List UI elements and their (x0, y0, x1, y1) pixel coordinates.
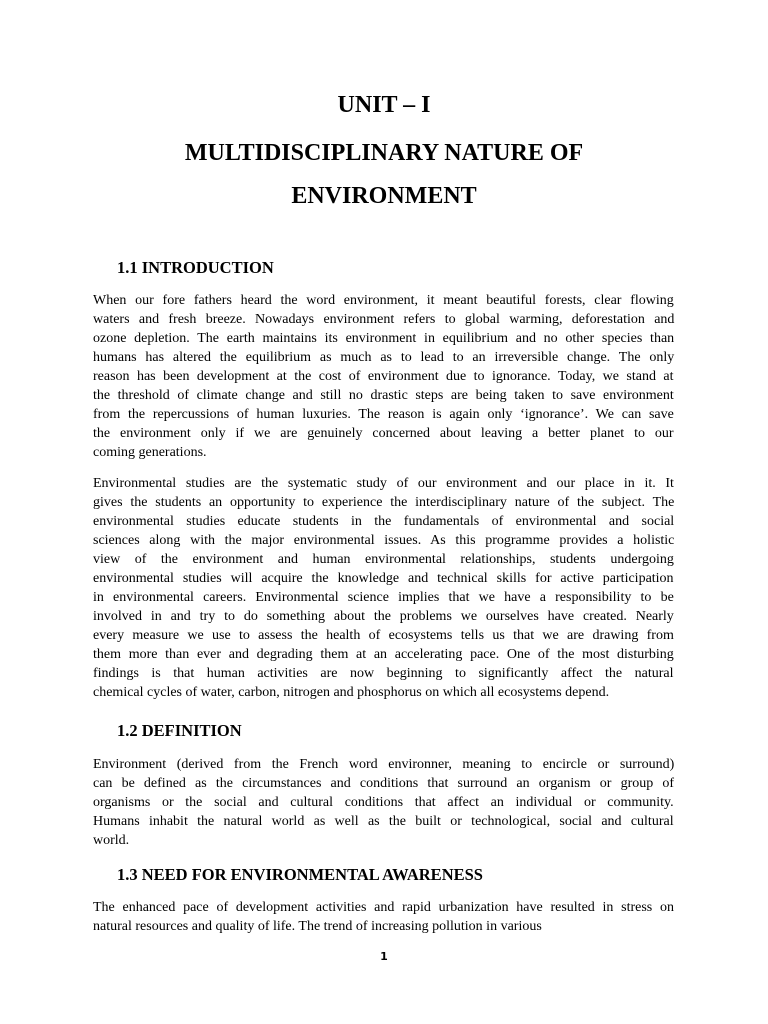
text-line: environmental studies educate students in the fundamentals of environmental and social (93, 514, 675, 529)
text-line: involved in and try to do something about the problems we ourselves have created. Nearly (93, 609, 674, 624)
text-line: humans has altered the equilibrium as much as to lead to an irreversible change. The only (93, 350, 675, 365)
text-line: coming generations. (93, 445, 207, 460)
text-line: gives the students an opportunity to experience the interdisciplinary nature of the subject. The (93, 495, 675, 510)
text-line: view of the environment and human environmental relationships, students undergoing (93, 552, 674, 567)
text-line: sciences along with the major environmental issues. As this programme provides a holistic (93, 533, 675, 548)
text-line: in environmental careers. Environmental science implies that we have a responsibility to be (93, 590, 674, 605)
introduction-paragraph-1 (93, 291, 674, 462)
definition-paragraph (93, 755, 674, 850)
text-line: from the repercussions of human luxuries. The reason is again only ‘ignorance’. We can save (93, 407, 674, 422)
section-heading-awareness: 1.3 NEED FOR ENVIRONMENTAL AWARENESS (117, 865, 483, 884)
text-line: the environment only if we are genuinely concerned about leaving a better planet to our (93, 426, 674, 441)
section-heading-definition: 1.2 DEFINITION (117, 721, 242, 740)
introduction-paragraph-2 (93, 474, 674, 702)
text-line: the threshold of climate change and still no drastic steps are being taken to save environment (93, 388, 674, 403)
text-line: world. (93, 833, 130, 848)
text-line: natural resources and quality of life. The trend of increasing pollution in various (93, 919, 542, 934)
text-line: When our fore fathers heard the word environment, it meant beautiful forests, clear flowing (93, 293, 674, 308)
page-number: 1 (380, 950, 388, 963)
chapter-title-line-2: ENVIRONMENT (291, 183, 477, 209)
unit-title: UNIT – I (337, 92, 431, 118)
section-heading-introduction: 1.1 INTRODUCTION (117, 258, 274, 277)
text-line: waters and fresh breeze. Nowadays environment refers to global warming, deforestation and (93, 312, 675, 327)
text-line: can be defined as the circumstances and conditions that surround an organism or group of (93, 776, 675, 791)
text-line: ozone depletion. The earth maintains its environment in equilibrium and no other species than (93, 331, 675, 346)
text-line: Environmental studies are the systematic study of our environment and our place in it. It (93, 476, 674, 491)
awareness-paragraph (93, 898, 674, 936)
text-line: Environment (derived from the French word environner, meaning to encircle or surround) (93, 757, 675, 772)
chapter-title-line-1: MULTIDISCIPLINARY NATURE OF (184, 140, 584, 166)
text-line: The enhanced pace of development activities and rapid urbanization have resulted in stress on (93, 900, 674, 915)
text-line: organisms or the social and cultural conditions that affect an individual or community. (93, 795, 674, 810)
text-line: chemical cycles of water, carbon, nitrogen and phosphorus on which all ecosystems depend. (93, 685, 610, 700)
text-line: Humans inhabit the natural world as well as the built or technological, social and cultural (93, 814, 674, 829)
text-line: them more than ever and degrading them at an accelerating pace. One of the most disturbing (93, 647, 674, 662)
text-line: every measure we use to assess the health of ecosystems tells us that we are drawing from (93, 628, 674, 643)
text-line: reason has been development at the cost of environment due to ignorance. Today, we stand at (93, 369, 674, 384)
text-line: findings is that human activities are now beginning to significantly affect the natural (93, 666, 674, 681)
text-line: environmental studies will acquire the knowledge and technical skills for active participation (93, 571, 674, 586)
